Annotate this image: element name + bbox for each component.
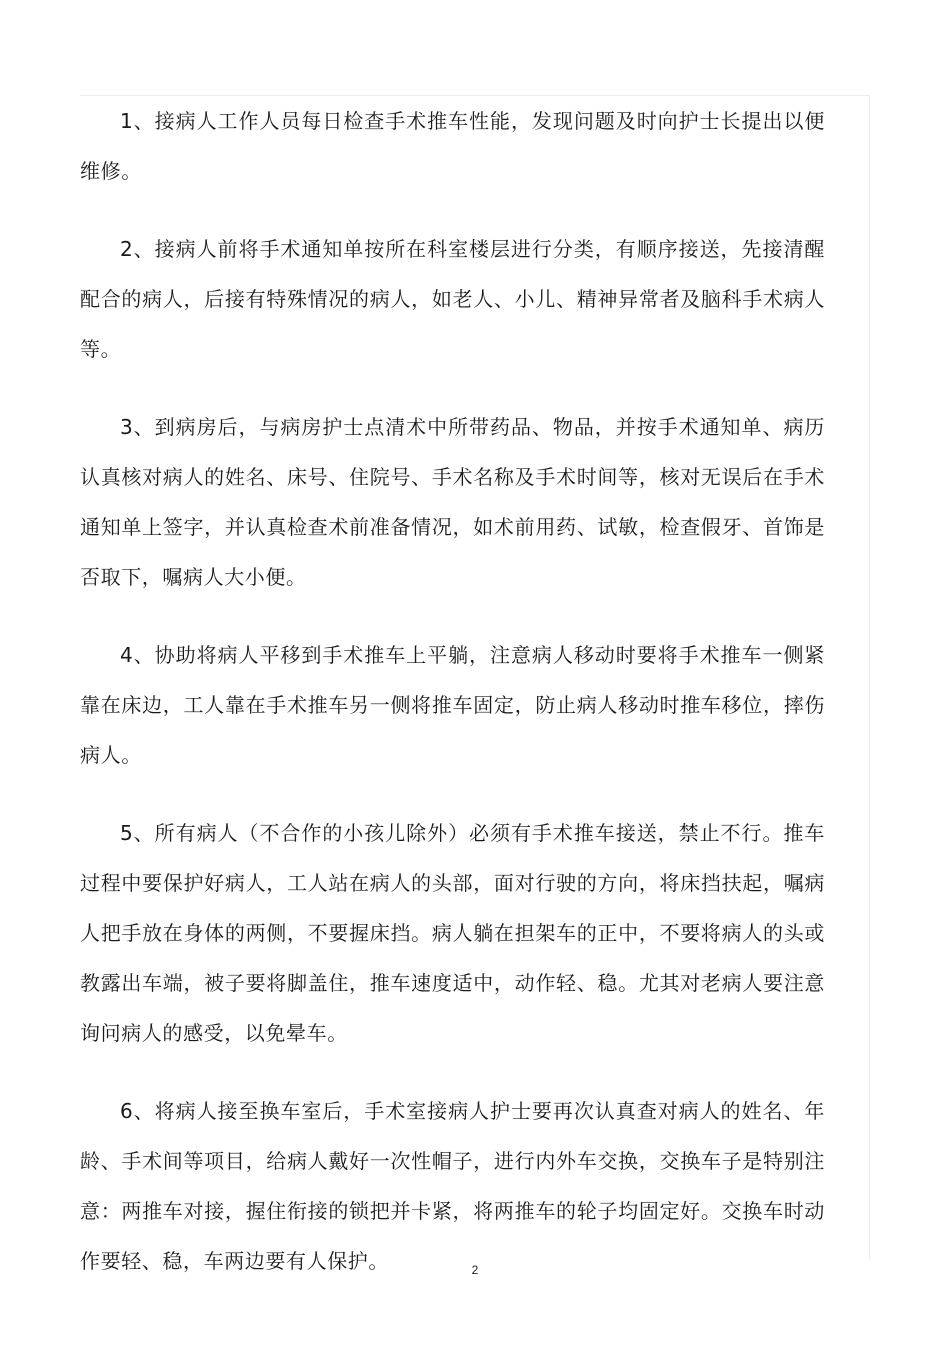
document-body xyxy=(80,96,825,1314)
page-number: 2 xyxy=(471,1263,479,1277)
paragraph-3: 3、到病房后，与病房护士点清术中所带药品、物品，并按手术通知单、病历认真核对病人的姓名、床号、住院号、手术名称及手术时间等，核对无误后在手术通知单上签字，并认真检查术前准备情况，如术前用药、试敏，检查假牙、首饰是否取下，嘱病人大小便。 xyxy=(80,415,825,589)
paragraph-5: 5、所有病人（不合作的小孩儿除外）必须有手术推车接送，禁止不行。推车过程中要保护好病人，工人站在病人的头部，面对行驶的方向，将床挡扶起，嘱病人把手放在身体的两侧，不要握床挡。病人躺在担架车的正中，不要将病人的头或教露出车端，被子要将脚盖住，推车速度适中，动作轻、稳。尤其对老病人要注意询问病人的感受，以免晕车。 xyxy=(80,821,825,1045)
paragraph-2: 2、接病人前将手术通知单按所在科室楼层进行分类，有顺序接送，先接清醒配合的病人，后接有特殊情况的病人，如老人、小儿、精神异常者及脑科手术病人等。 xyxy=(80,237,825,361)
paragraph-6: 6、将病人接至换车室后，手术室接病人护士要再次认真查对病人的姓名、年龄、手术间等项目，给病人戴好一次性帽子，进行内外车交换，交换车子是特别注意：两推车对接，握住衔接的锁把并卡紧，将两推车的轮子均固定好。交换车时动作要轻、稳，车两边要有人保护。 xyxy=(80,1099,825,1273)
paragraph-1: 1、接病人工作人员每日检查手术推车性能，发现问题及时向护士长提出以便维修。 xyxy=(80,109,825,183)
paragraph-4: 4、协助将病人平移到手术推车上平躺，注意病人移动时要将手术推车一侧紧靠在床边，工人靠在手术推车另一侧将推车固定，防止病人移动时推车移位，摔伤病人。 xyxy=(80,643,825,767)
